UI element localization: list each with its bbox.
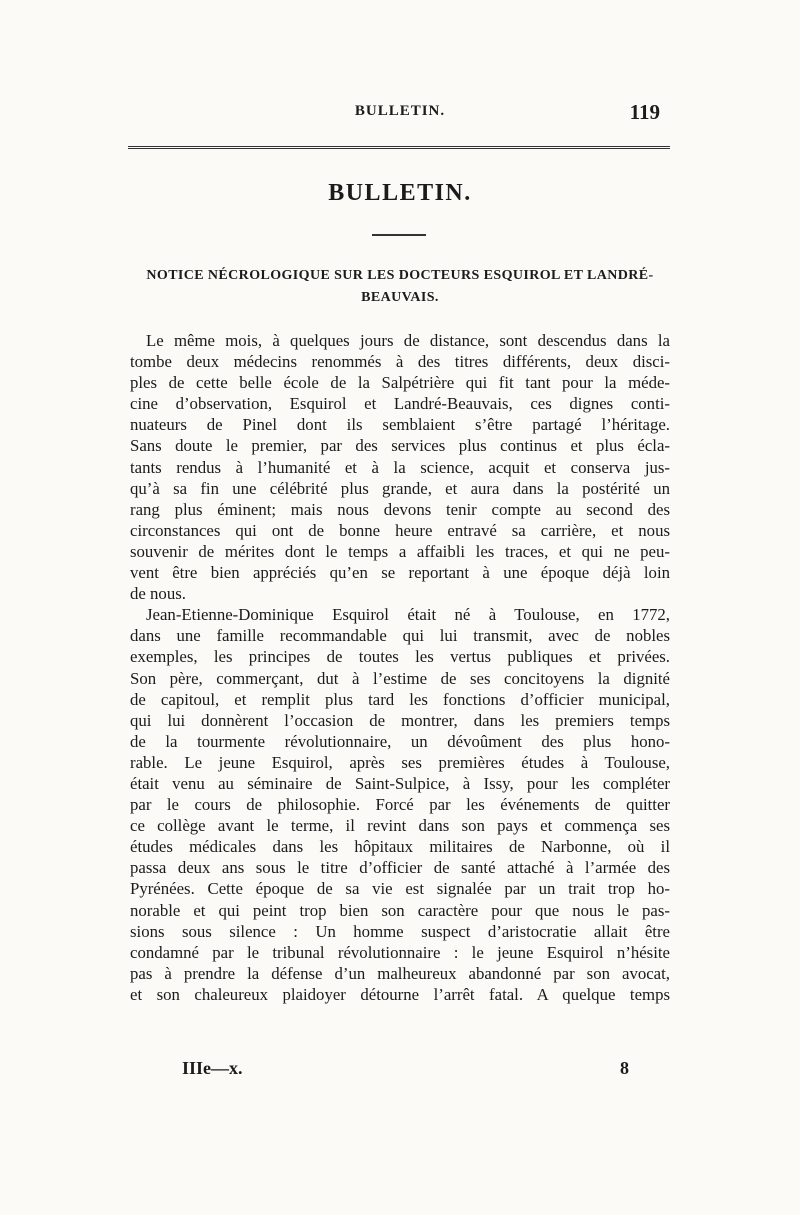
- running-title: BULLETIN.: [354, 103, 446, 119]
- notice-title-line: NOTICE NÉCROLOGIQUE SUR LES DOCTEURS ESQUIROL ET LANDRÉ-: [146, 268, 654, 283]
- section-title: BULLETIN.: [328, 180, 472, 206]
- title-dash-divider: [372, 234, 426, 236]
- text-line: pas à prendre la défense d’un malheureux abandonné par son avocat,: [130, 963, 670, 983]
- text-line: exemples, les principes de toutes les vertus publiques et privées.: [130, 647, 670, 667]
- text-line: sions sous silence : Un homme suspect d’aristocratie allait être: [130, 921, 670, 941]
- text-line: tants rendus à l’humanité et à la science, acquit et conserva jus-: [130, 457, 670, 477]
- text-line: vent être bien appréciés qu’en se reportant à une époque déjà loin: [130, 563, 670, 583]
- signature-mark: IIIe—x.: [182, 1058, 243, 1078]
- text-line: était venu au séminaire de Saint-Sulpice, à Issy, pour les compléter: [130, 773, 670, 793]
- text-line: condamné par le tribunal révolutionnaire : le jeune Esquirol n’hésite: [130, 942, 670, 962]
- text-line: tombe deux médecins renommés à des titres différents, deux disci-: [130, 352, 670, 372]
- header-rule: [128, 146, 670, 149]
- text-line: et son chaleureux plaidoyer détourne l’arrêt fatal. A quelque temps: [130, 984, 670, 1004]
- text-line: ples de cette belle école de la Salpétrière qui fit tant pour la méde-: [130, 373, 670, 393]
- text-line: norable et qui peint trop bien son caractère pour que nous le pas-: [130, 900, 670, 920]
- text-line: Son père, commerçant, dut à l’estime de ses concitoyens la dignité: [130, 668, 670, 688]
- text-line: qui lui donnèrent l’occasion de montrer, dans les premiers temps: [130, 710, 670, 730]
- text-line: de capitoul, et remplit plus tard les fonctions d’officier municipal,: [130, 689, 670, 709]
- notice-title-line: BEAUVAIS.: [361, 290, 439, 305]
- text-line: de la tourmente révolutionnaire, un dévoûment des plus hono-: [130, 731, 670, 751]
- text-line: Jean-Etienne-Dominique Esquirol était né à Toulouse, en 1772,: [146, 605, 670, 625]
- notice-title: [120, 265, 680, 309]
- text-line: Le même mois, à quelques jours de distance, sont descendus dans la: [146, 331, 670, 350]
- text-line: souvenir de mérites dont le temps a affaibli les traces, et qui ne peu-: [130, 541, 670, 561]
- text-line: dans une famille recommandable qui lui transmit, avec de nobles: [130, 626, 670, 646]
- page-number: 119: [629, 100, 660, 124]
- paragraph-1: [130, 330, 670, 604]
- text-line: de nous.: [130, 584, 186, 604]
- running-head: [130, 100, 670, 127]
- text-line: circonstances qui ont de bonne heure entravé sa carrière, et nous: [130, 520, 670, 540]
- paragraph-2: [130, 604, 670, 1005]
- text-line: qu’à sa fin une célébrité plus grande, et aura dans la postérité un: [130, 478, 670, 498]
- text-line: passa deux ans sous le titre d’officier de santé attaché à l’armée des: [130, 858, 670, 878]
- text-line: par le cours de philosophie. Forcé par les événements de quitter: [130, 795, 670, 815]
- text-line: Pyrénées. Cette époque de sa vie est signalée par un trait trop ho-: [130, 879, 670, 899]
- body-text: [130, 330, 670, 1005]
- text-line: rable. Le jeune Esquirol, après ses premières études à Toulouse,: [130, 752, 670, 772]
- sheet-number: 8: [620, 1058, 629, 1078]
- text-line: rang plus éminent; mais nous devons tenir compte au second des: [130, 499, 670, 519]
- text-line: études médicales dans les hôpitaux militaires de Narbonne, où il: [130, 837, 670, 857]
- text-line: nuateurs de Pinel dont ils semblaient s’être partagé l’héritage.: [130, 415, 670, 435]
- text-line: cine d’observation, Esquirol et Landré-Beauvais, ces dignes conti-: [130, 394, 670, 414]
- text-line: Sans doute le premier, par des services plus continus et plus écla-: [130, 436, 670, 456]
- text-line: ce collège avant le terme, il revint dans son pays et commença ses: [130, 816, 670, 836]
